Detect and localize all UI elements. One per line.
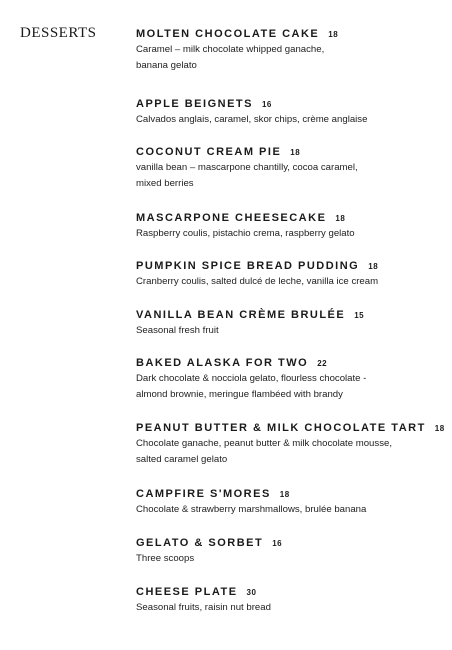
item-name: BAKED ALASKA FOR TWO xyxy=(136,357,309,369)
item-description: Chocolate & strawberry marshmallows, brulée banana xyxy=(136,504,367,515)
item-description: vanilla bean – mascarpone chantilly, cocoa caramel, mixed berries xyxy=(136,162,358,189)
item-price: 16 xyxy=(261,100,272,109)
menu-item xyxy=(136,585,441,619)
item-name: GELATO & SORBET xyxy=(136,537,264,549)
item-price: 16 xyxy=(272,539,283,548)
menu-item xyxy=(136,421,445,487)
item-price: 18 xyxy=(328,30,339,39)
item-price: 15 xyxy=(354,311,365,320)
menu-item xyxy=(136,308,441,356)
menu-item xyxy=(136,536,441,585)
item-description: Three scoops xyxy=(136,553,195,564)
item-price: 22 xyxy=(317,359,328,368)
menu-item xyxy=(136,145,441,211)
item-description: Raspberry coulis, pistachio crema, raspberry gelato xyxy=(136,228,355,239)
item-name: CHEESE PLATE xyxy=(136,586,238,598)
section-title: DESSERTS xyxy=(20,25,97,41)
item-name: CAMPFIRE S'MORES xyxy=(136,488,271,500)
menu-item xyxy=(136,356,441,421)
item-description: Chocolate ganache, peanut butter & milk chocolate mousse, salted caramel gelato xyxy=(136,438,392,465)
item-name: MASCARPONE CHEESECAKE xyxy=(136,212,327,224)
item-price: 30 xyxy=(246,588,257,597)
item-name: APPLE BEIGNETS xyxy=(136,98,253,110)
item-price: 18 xyxy=(368,262,379,271)
item-price: 18 xyxy=(290,148,301,157)
menu-item xyxy=(136,259,441,308)
item-name: MOLTEN CHOCOLATE CAKE xyxy=(136,28,320,40)
dessert-list xyxy=(136,27,445,619)
item-description: Seasonal fruits, raisin nut bread xyxy=(136,602,271,613)
menu-item xyxy=(136,487,441,536)
item-price: 18 xyxy=(335,214,346,223)
item-description: Seasonal fresh fruit xyxy=(136,325,219,336)
item-price: 18 xyxy=(434,424,445,433)
item-description: Caramel – milk chocolate whipped ganache, banana gelato xyxy=(136,44,325,71)
menu-item xyxy=(136,211,441,259)
menu-item xyxy=(136,97,441,145)
item-name: VANILLA BEAN CRÈME BRULÉE xyxy=(136,309,346,321)
item-description: Calvados anglais, caramel, skor chips, crème anglaise xyxy=(136,114,368,125)
menu-item xyxy=(136,27,441,97)
item-name: PEANUT BUTTER & MILK CHOCOLATE TART xyxy=(136,422,426,434)
item-description: Cranberry coulis, salted dulcé de leche, vanilla ice cream xyxy=(136,276,379,287)
item-name: COCONUT CREAM PIE xyxy=(136,146,282,158)
item-price: 18 xyxy=(279,490,290,499)
item-description: Dark chocolate & nocciola gelato, flourless chocolate - almond brownie, meringue flambéed with brandy xyxy=(136,373,367,400)
item-name: PUMPKIN SPICE BREAD PUDDING xyxy=(136,260,360,272)
